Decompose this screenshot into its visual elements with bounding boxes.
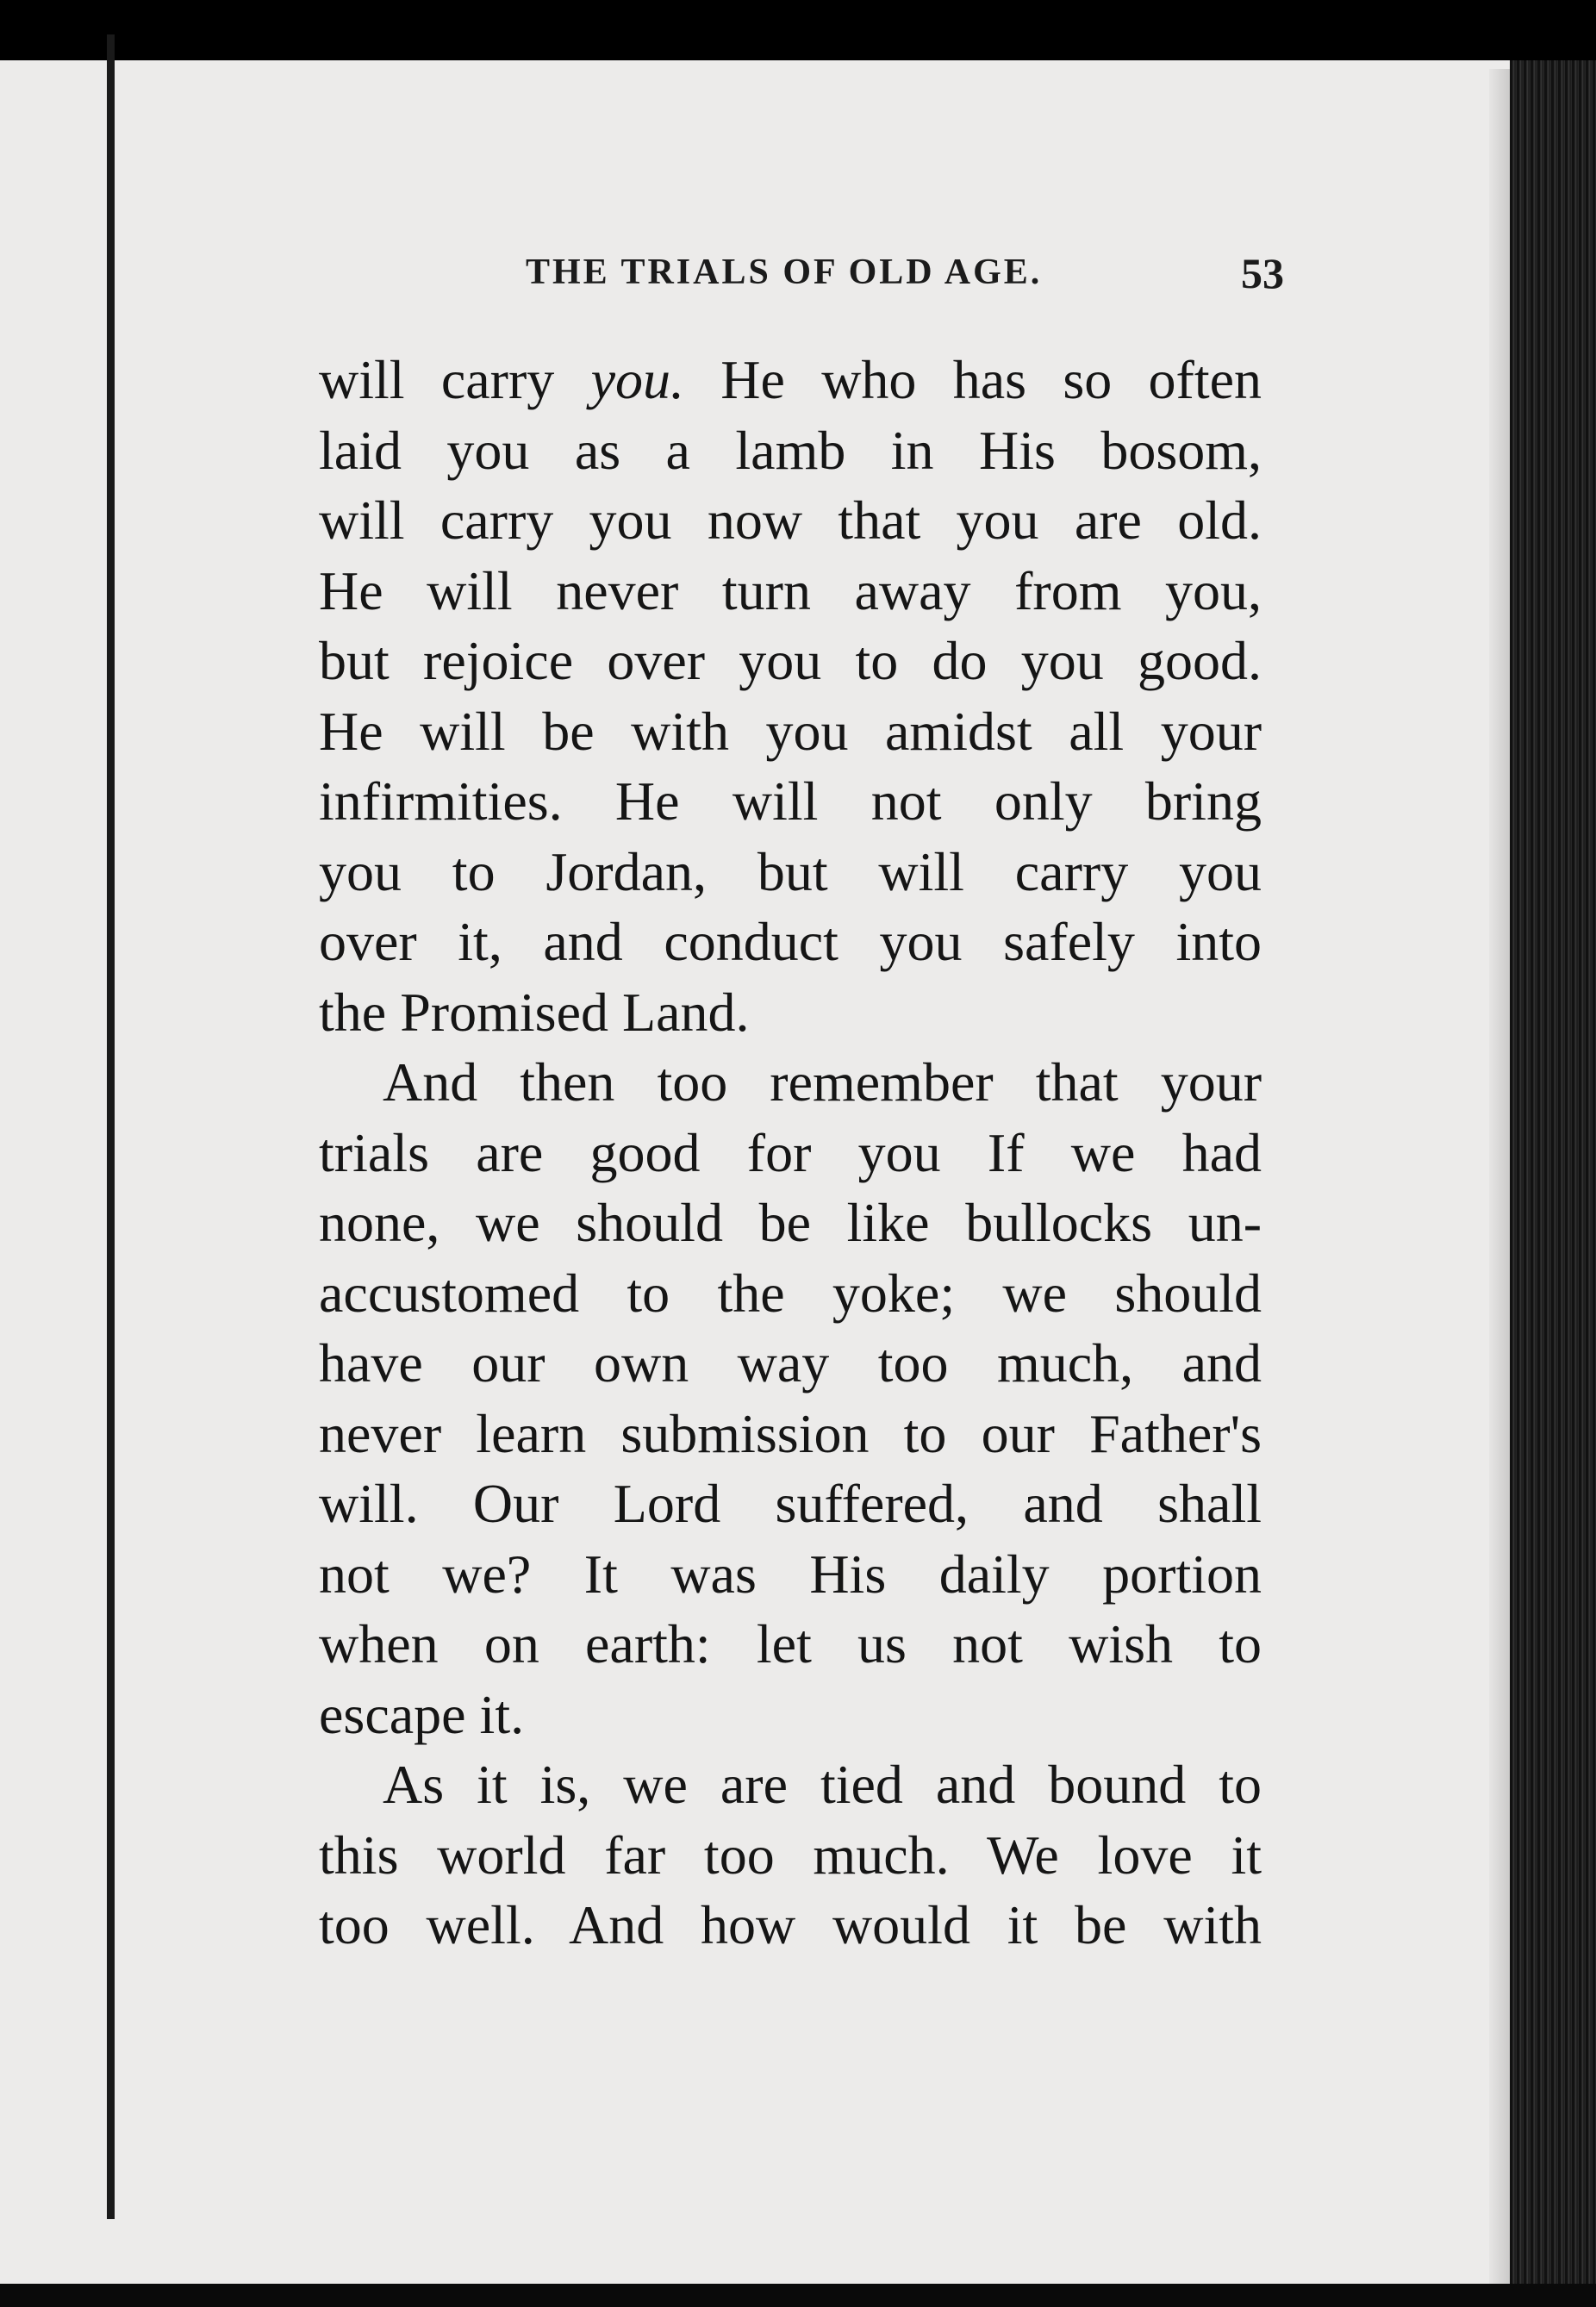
paragraph-3 bbox=[319, 1749, 1262, 1961]
text-line: infirmities. He will not only bring bbox=[319, 770, 1262, 832]
gutter-rule bbox=[107, 34, 115, 2219]
text-line: over it, and conduct you safely into bbox=[319, 911, 1262, 972]
text-line: accustomed to the yoke; we should bbox=[319, 1262, 1262, 1324]
text-line: trials are good for you If we had bbox=[319, 1121, 1262, 1183]
text-line: will carry you. He who has so often bbox=[319, 349, 1262, 410]
text-line: will carry you now that you are old. bbox=[319, 489, 1262, 551]
page-number: 53 bbox=[1241, 249, 1284, 297]
text-line: As it is, we are tied and bound to bbox=[383, 1754, 1262, 1815]
paragraph-2 bbox=[319, 1047, 1262, 1749]
page-edge-stack bbox=[1510, 60, 1596, 2307]
text-line: too well. And how would it be with bbox=[319, 1894, 1262, 1955]
running-head-title: THE TRIALS OF OLD AGE. bbox=[526, 253, 1043, 292]
text-line: escape it. bbox=[319, 1683, 525, 1745]
running-head bbox=[526, 249, 1284, 303]
body-text bbox=[319, 345, 1262, 1961]
paragraph-1 bbox=[319, 345, 1262, 1047]
page-edge-shade bbox=[1489, 69, 1512, 2292]
text-line: He will be with you amidst all your bbox=[319, 700, 1262, 762]
bottom-border bbox=[0, 2284, 1596, 2307]
text-line: will. Our Lord suffered, and shall bbox=[319, 1473, 1262, 1534]
text-line: laid you as a lamb in His bosom, bbox=[319, 419, 1262, 481]
text-line: when on earth: let us not wish to bbox=[319, 1613, 1262, 1674]
text-line: not we? It was His daily portion bbox=[319, 1543, 1262, 1605]
text-line: And then too remember that your bbox=[383, 1051, 1262, 1113]
text-line: have our own way too much, and bbox=[319, 1332, 1262, 1394]
text-line: but rejoice over you to do you good. bbox=[319, 630, 1262, 691]
text-line: this world far too much. We love it bbox=[319, 1824, 1262, 1886]
text-line: the Promised Land. bbox=[319, 981, 750, 1043]
text-line: He will never turn away from you, bbox=[319, 559, 1262, 621]
text-line: never learn submission to our Father's bbox=[319, 1402, 1262, 1464]
text-line: none, we should be like bullocks un- bbox=[319, 1192, 1262, 1253]
emphasis: you. bbox=[590, 349, 684, 410]
text-line: you to Jordan, but will carry you bbox=[319, 840, 1262, 902]
